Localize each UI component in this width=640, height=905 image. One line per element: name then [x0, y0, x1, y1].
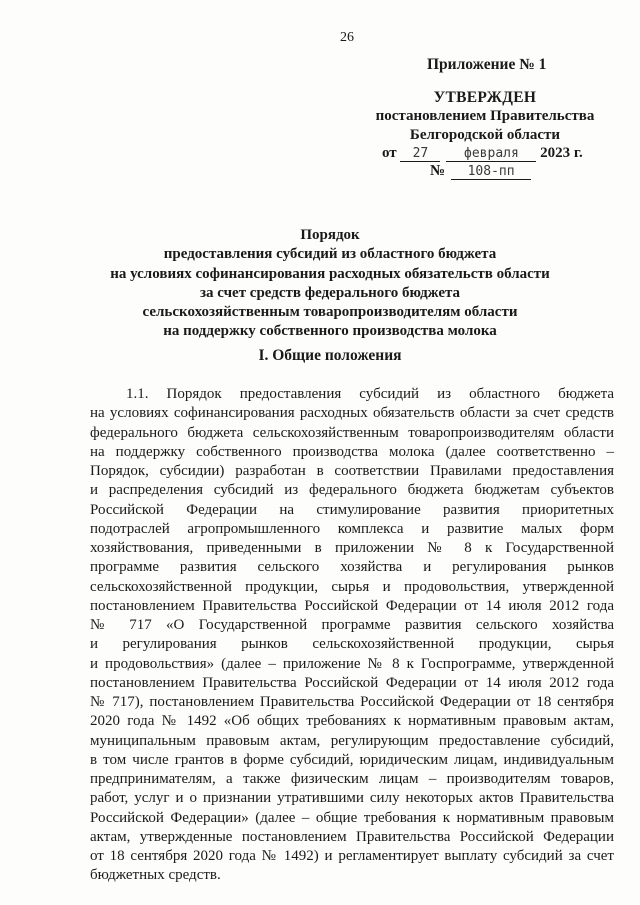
body-line: № 717), постановлением Правительства Российской Федерации от 18 сентября: [90, 694, 614, 710]
body-line: программе развития сельского хозяйства и регулирования рынков: [90, 559, 614, 576]
approved-word: УТВЕРЖДЕН: [433, 89, 537, 106]
body-line: сельскохозяйственной продукции, сырья и продовольствия, утвержденной: [90, 578, 614, 595]
body-line: в том числе грантов в форме субсидий, юридическим лицам, индивидуальным: [90, 751, 614, 768]
body-line: хозяйствования, приведенными в приложении № 8 к Государственной: [90, 540, 614, 556]
body-line: Порядок, субсидии) разработан в соответствии Правилами предоставления: [90, 463, 614, 479]
body-line: и распределения субсидий из федерального бюджета бюджетам субъектов: [90, 482, 614, 499]
date-day-field: 27: [400, 147, 440, 162]
body-paragraph: [90, 385, 614, 886]
body-line: федерального бюджета сельскохозяйственным товаропроизводителям области: [90, 424, 614, 441]
approval-number-line: [430, 163, 531, 180]
body-line: на условиях софинансирования расходных обязательств области за счет средств: [90, 405, 614, 422]
body-line: работ, услуг и о признании утратившими силу некоторых актов Правительства: [90, 790, 614, 807]
body-line: Российской Федерации» (далее – общие требования к нормативным правовым: [90, 809, 614, 826]
body-line: постановлением Правительства Российской Федерации от 14 июля 2012 года: [90, 597, 614, 614]
title-line: сельскохозяйственным товаропроизводителям области: [142, 304, 518, 321]
body-line: и продовольствия» (далее – приложение № 8 к Госпрограмме, утвержденной: [90, 655, 614, 672]
approval-date-line: [382, 145, 583, 162]
body-line: 1.1. Порядок предоставления субсидий из областного бюджета: [126, 386, 614, 402]
body-line: № 717 «О Государственной программе развития сельского хозяйства: [90, 617, 614, 633]
document-title: [60, 226, 600, 342]
date-month-field: февраля: [446, 147, 536, 162]
page-number: 26: [340, 30, 354, 45]
approval-line: постановлением Правительства: [375, 108, 595, 124]
body-line: и регулирования рынков сельскохозяйственной продукции, сырья: [90, 636, 614, 653]
approval-line: Белгородской области: [409, 127, 561, 143]
title-line: предоставления субсидий из областного бюджета: [163, 246, 497, 263]
body-line: бюджетных средств.: [90, 867, 221, 884]
title-heading: Порядок: [300, 227, 360, 243]
appendix-label: Приложение № 1: [427, 56, 547, 73]
body-line: подотраслей агропромышленного комплекса и развитие малых форм: [90, 520, 614, 537]
title-line: за счет средств федерального бюджета: [199, 284, 461, 301]
body-line: предпринимателям, а также физическим лицам – производителям товаров,: [90, 771, 614, 787]
number-prefix: №: [430, 163, 446, 179]
document-number-field: 108-пп: [451, 165, 531, 180]
title-line: на поддержку собственного производства молока: [163, 323, 497, 340]
date-prefix: от: [382, 145, 397, 161]
body-line: на поддержку собственного производства молока (далее соответственно –: [90, 443, 614, 460]
body-line: актам, утвержденные постановлением Правительства Российской Федерации: [90, 828, 614, 845]
body-line: постановлением Правительства Российской Федерации от 14 июля 2012 года: [90, 674, 614, 691]
body-line: муниципальным правовым актам, регулирующим предоставление субсидий,: [90, 732, 614, 749]
date-year: 2023 г.: [540, 145, 583, 161]
section-heading: I. Общие положения: [258, 347, 402, 364]
approval-block: [370, 88, 600, 145]
body-line: от 18 сентября 2020 года № 1492) и регламентирует выплату субсидий за счет: [90, 848, 614, 864]
body-line: Российской Федерации на стимулирование развития приоритетных: [90, 501, 614, 518]
body-line: 2020 года № 1492 «Об общих требованиях к нормативным правовым актам,: [90, 713, 614, 730]
title-line: на условиях софинансирования расходных обязательств области: [110, 265, 550, 282]
